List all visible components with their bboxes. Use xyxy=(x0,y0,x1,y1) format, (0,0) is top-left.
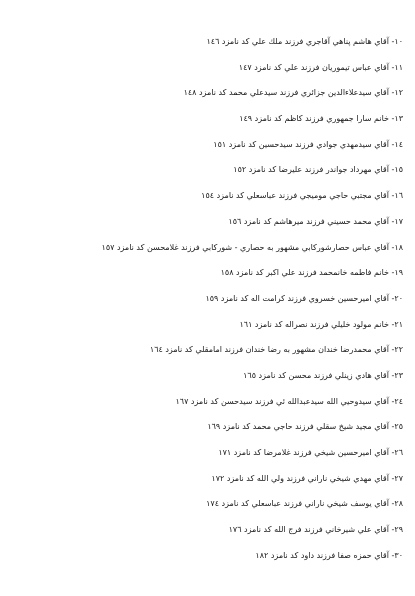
list-item: ٢١- خانم مولود خليلي فرزند نصراله كد نامزد ١٦١ xyxy=(239,319,403,329)
list-item: ٢٨- آقاي يوسف شيخي ناراني فرزند عباسعلي كد نامزد ١٧٤ xyxy=(206,499,403,509)
list-item: ١٣- خانم سارا جمهوري فرزند كاظم كد نامزد ١٤٩ xyxy=(239,114,403,124)
list-item: ٣٠- آقاي حمزه صفا فرزند داود كد نامزد ١٨٢ xyxy=(255,550,403,560)
candidate-list xyxy=(3,34,403,573)
list-item: ٢٤- آقاي سيدوحيي الله سيدعبدالله ئي فرزند سيدحسن كد نامزد ١٦٧ xyxy=(175,396,403,406)
list-item: ١٨- آقاي عباس حصارشوركابي مشهور به حصاري - شوركابي فرزند غلامحسن كد نامزد ١٥٧ xyxy=(101,242,403,252)
list-item: ١٥- آقاي مهرداد جواندر فرزند عليرضا كد نامزد ١٥٢ xyxy=(233,165,403,175)
list-item: ١٦- آقاي مجتبي حاجي موميجي فرزند عباسعلي كد نامزد ١٥٤ xyxy=(201,191,403,201)
list-item: ٢٢- آقاي محمدرضا خندان مشهور به رضا خندان فرزند امامقلي كد نامزد ١٦٤ xyxy=(149,345,403,355)
list-item: ١٤- آقاي سيدمهدي جوادي فرزند سيدحسين كد نامزد ١٥١ xyxy=(213,139,403,149)
list-item: ٢٦- آقاي اميرحسين شيخي فرزند غلامرضا كد نامزد ١٧١ xyxy=(218,448,403,457)
list-item: ٢٣- آقاي هادي زينلي فرزند محسن كد نامزد ١٦٥ xyxy=(243,370,403,380)
list-item: ٢٩- آقاي علي شيرخاني فرزند فرج الله كد نامزد ١٧٦ xyxy=(228,525,403,535)
list-item: ١٧- آقاي محمد حسيني فرزند ميرهاشم كد نامزد ١٥٦ xyxy=(228,216,403,226)
list-item: ٢٧- آقاي مهدي شيخي ناراني فرزند ولي الله كد نامزد ١٧٢ xyxy=(211,473,403,483)
list-item: ١٠- آقاي هاشم پناهي آقاجري فرزند ملك علي كد نامزد ١٤٦ xyxy=(206,37,403,46)
list-item: ٢٠- آقاي اميرحسين خسروي فرزند كرامت اله كد نامزد ١٥٩ xyxy=(205,293,403,303)
list-item: ١١- آقاي عباس تيموريان فرزند علي كد نامزد ١٤٧ xyxy=(238,62,403,72)
list-item: ١٢- آقاي سيدعلاءالدين جزائري فرزند سيدعلي محمد كد نامزد ١٤٨ xyxy=(183,88,403,98)
list-item: ٢٥- آقاي مجيد شيخ سقلي فرزند حاجي محمد كد نامزد ١٦٩ xyxy=(207,422,403,432)
list-item: ١٩- خانم فاطمه خانمحمد فرزند علي اكبر كد نامزد ١٥٨ xyxy=(220,268,403,278)
